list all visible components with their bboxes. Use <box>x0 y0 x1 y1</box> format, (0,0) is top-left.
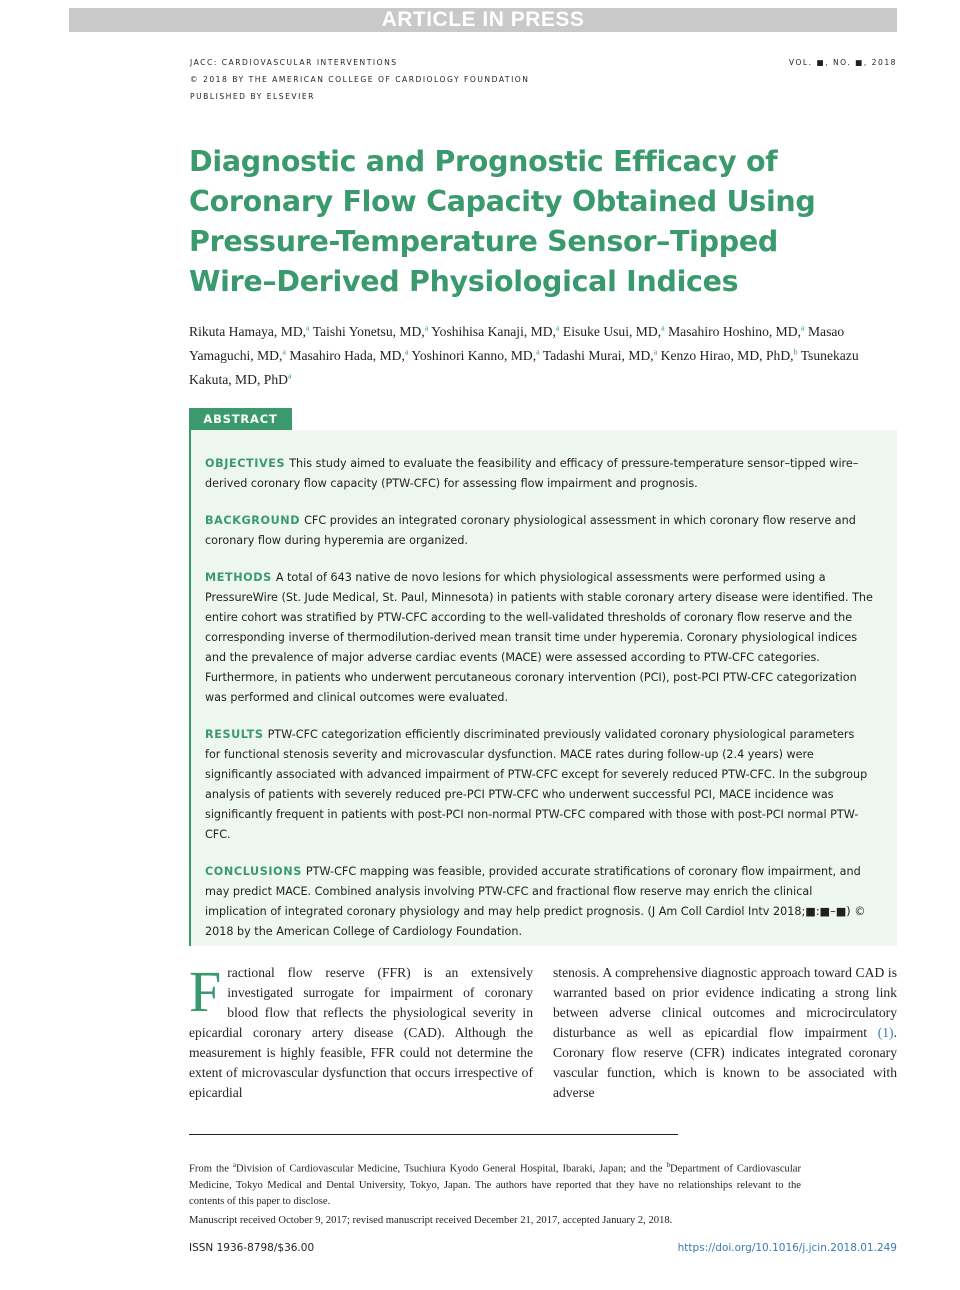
drop-cap: F <box>189 959 222 1024</box>
author: Taishi Yonetsu, MD,$^a$ <box>312 323 429 339</box>
abstract-results <box>205 725 873 845</box>
issn: ISSN 1936-8798/$36.00 <box>189 1242 315 1254</box>
footnote-divider <box>189 1134 678 1135</box>
body-text: ractional flow reserve (FFR) is an extensively investigated surrogate for impairment of coronary blood flow that reflects the physiological severity in epicardial coronary artery disease (CAD). Although the measurement is highly feasible, FFR could not determine the extent of microvascular dysfunction that occurs irrespective of epicardial <box>189 965 533 1100</box>
author: Tadashi Murai, MD,$^a$ <box>542 347 658 363</box>
abstract-objectives <box>205 454 873 494</box>
article-title: Diagnostic and Prognostic Efficacy of Coronary Flow Capacity Obtained Using Pressure-Temperature Sensor–Tipped Wire–Derived Physiological Indices <box>189 145 816 298</box>
volume-info: VOL. ■, NO. ■, 2018 <box>788 58 897 67</box>
author: Eisuke Usui, MD,$^a$ <box>562 323 665 339</box>
author: Masao Yamaguchi, MD,$^a$ <box>189 323 845 363</box>
author: Masahiro Hoshino, MD,$^a$ <box>668 323 805 339</box>
section-text: PTW-CFC mapping was feasible, provided accurate stratifications of coronary flow impairment, and may predict MACE. Combined analysis involving PTW-CFC and fractional flow reserve may enrich the clinical implication of integrated coronary physiology and may help predict prognosis. (J Am Coll Cardiol Intv 2018;■:■–■) © 2018 by the American College of Cardiology Foundation. <box>205 865 866 938</box>
section-label: BACKGROUND <box>205 514 301 527</box>
abstract-box <box>189 430 897 946</box>
section-text: PTW-CFC categorization efficiently discriminated previously validated coronary physiological parameters for functional stenosis severity and microvascular dysfunction. MACE rates during follow-up (2.4 years) were significantly associated with advanced impairment of PTW-CFC except for severely reduced PTW-CFC. In the subgroup analysis of patients with severely reduced pre-PCI PTW-CFC who underwent successful PCI, MACE incidence was significantly frequent in patients with post-PCI non-normal PTW-CFC compared with those with post-PCI normal PTW-CFC. <box>205 728 868 841</box>
body-column-left <box>189 959 533 1103</box>
abstract-methods <box>205 568 873 708</box>
publisher-line: PUBLISHED BY ELSEVIER <box>190 92 315 101</box>
body-text: stenosis. A comprehensive diagnostic approach toward CAD is warranted based on prior evidence indicating a strong link between adverse clinical outcomes and microcirculatory disturbance as well as epicardial flow impairment <box>553 965 897 1040</box>
section-label: RESULTS <box>205 728 264 741</box>
reference-link[interactable]: (1) <box>877 1025 894 1040</box>
author: Yoshihisa Kanaji, MD,$^a$ <box>431 323 560 339</box>
abstract-tab: ABSTRACT <box>189 408 292 430</box>
author: Yoshinori Kanno, MD,$^a$ <box>411 347 540 363</box>
section-label: METHODS <box>205 571 272 584</box>
author-list <box>189 318 901 390</box>
section-text: CFC provides an integrated coronary physiological assessment in which coronary flow reserve and coronary flow during hyperemia are organized. <box>205 514 856 547</box>
section-label: OBJECTIVES <box>205 457 286 470</box>
body-column-right <box>553 963 897 1103</box>
abstract-background <box>205 511 873 551</box>
doi-link[interactable]: https://doi.org/10.1016/j.jcin.2018.01.249 <box>677 1242 897 1254</box>
affiliation-footnote: From the $^a$Division of Cardiovascular Medicine, Tsuchiura Kyodo General Hospital, Ibaraki, Japan; and the $^b$Department of Cardiovascular Medicine, Tokyo Medical and Dental University, Tokyo, Japan. The authors have reported that they have no relationships relevant to the contents of this paper to disclose. <box>189 1161 801 1207</box>
section-text: This study aimed to evaluate the feasibility and efficacy of pressure-temperature sensor–tipped wire–derived coronary flow capacity (PTW-CFC) for assessing flow impairment and prognosis. <box>205 457 859 490</box>
author: Rikuta Hamaya, MD,$^a$ <box>189 323 310 339</box>
author: Masahiro Hada, MD,$^a$ <box>289 347 409 363</box>
section-label: CONCLUSIONS <box>205 865 302 878</box>
author: Kenzo Hirao, MD, PhD,$^b$ <box>660 347 798 363</box>
manuscript-dates: Manuscript received October 9, 2017; revised manuscript received December 21, 2017, accepted January 2, 2018. <box>189 1215 673 1226</box>
copyright-line: © 2018 BY THE AMERICAN COLLEGE OF CARDIOLOGY FOUNDATION <box>190 75 530 84</box>
journal-header <box>190 54 529 105</box>
journal-name: JACC: CARDIOVASCULAR INTERVENTIONS <box>190 58 398 67</box>
body-text: . Coronary flow reserve (CFR) indicates integrated coronary vascular function, which is known to be associated with adverse <box>553 1025 897 1100</box>
abstract-conclusions <box>205 862 873 942</box>
article-in-press-banner: ARTICLE IN PRESS <box>69 8 897 32</box>
section-text: A total of 643 native de novo lesions for which physiological assessments were performed using a PressureWire (St. Jude Medical, St. Paul, Minnesota) in patients with stable coronary artery disease were identified. The entire cohort was stratified by PTW-CFC according to the well-validated thresholds of coronary flow reserve and the corresponding inverse of thermodilution-derived mean transit time under hyperemia. Coronary physiological indices and the prevalence of major adverse cardiac events (MACE) were assessed according to PTW-CFC categories. Furthermore, in patients who underwent percutaneous coronary intervention (PCI), post-PCI PTW-CFC categorization was performed and clinical outcomes were evaluated. <box>205 571 873 704</box>
author: Tsunekazu Kakuta, MD, PhD$^a$ <box>189 347 859 387</box>
